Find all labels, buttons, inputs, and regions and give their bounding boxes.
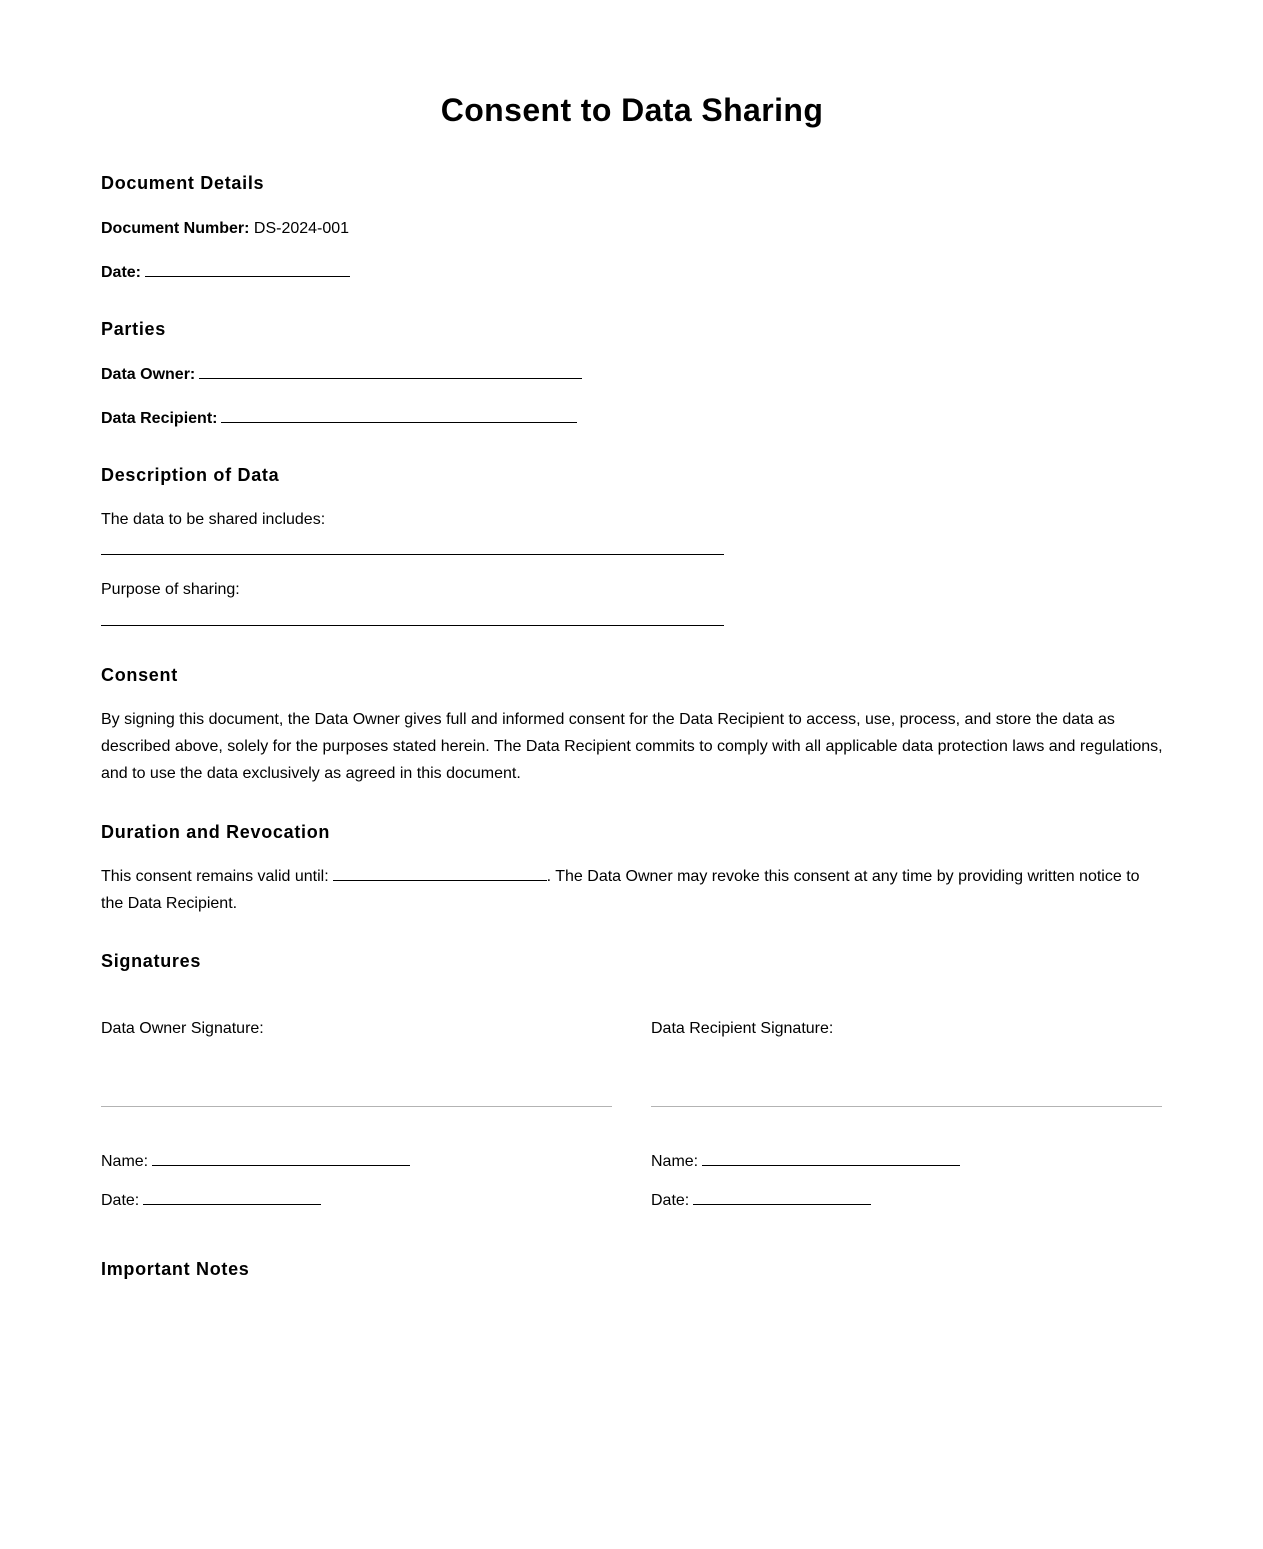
owner-date-label: Date: xyxy=(101,1192,140,1209)
section-heading-signatures: Signatures xyxy=(101,951,202,971)
section-heading-document-details: Document Details xyxy=(101,173,265,193)
owner-signature-label: Data Owner Signature: xyxy=(101,1020,264,1037)
recipient-date-row xyxy=(651,1189,871,1212)
document-date-row xyxy=(101,261,350,284)
purpose-field[interactable] xyxy=(101,625,724,626)
document-date-label: Date: xyxy=(101,264,142,281)
section-heading-consent: Consent xyxy=(101,665,178,685)
recipient-date-field[interactable] xyxy=(693,1189,871,1205)
duration-text-before: This consent remains valid until: xyxy=(101,868,329,885)
data-included-field[interactable] xyxy=(101,554,724,555)
valid-until-field[interactable] xyxy=(333,865,547,881)
page-title: Consent to Data Sharing xyxy=(440,92,824,128)
recipient-name-label: Name: xyxy=(651,1153,699,1170)
recipient-signature-line[interactable] xyxy=(651,1106,1162,1107)
data-owner-row xyxy=(101,363,582,386)
section-heading-duration: Duration and Revocation xyxy=(101,822,331,842)
data-owner-field[interactable] xyxy=(199,363,582,379)
recipient-date-label: Date: xyxy=(651,1192,690,1209)
owner-date-field[interactable] xyxy=(143,1189,321,1205)
owner-date-row xyxy=(101,1189,321,1212)
data-recipient-label: Data Recipient: xyxy=(101,410,218,427)
section-heading-description: Description of Data xyxy=(101,465,280,485)
recipient-signature-label: Data Recipient Signature: xyxy=(651,1020,834,1037)
purpose-label: Purpose of sharing: xyxy=(101,581,240,598)
owner-name-label: Name: xyxy=(101,1153,149,1170)
data-recipient-row xyxy=(101,407,577,430)
recipient-name-row xyxy=(651,1150,960,1173)
section-heading-important-notes: Important Notes xyxy=(101,1259,250,1279)
data-recipient-field[interactable] xyxy=(221,407,577,423)
owner-name-field[interactable] xyxy=(152,1150,410,1166)
owner-name-row xyxy=(101,1150,410,1173)
document-number-row xyxy=(101,218,349,240)
document-date-field[interactable] xyxy=(145,261,350,277)
section-heading-parties: Parties xyxy=(101,319,166,339)
owner-signature-line[interactable] xyxy=(101,1106,612,1107)
data-owner-label: Data Owner: xyxy=(101,366,196,383)
recipient-name-field[interactable] xyxy=(702,1150,960,1166)
document-number-label: Document Number: xyxy=(101,220,250,237)
document-number-value: DS-2024-001 xyxy=(253,220,350,237)
consent-text: By signing this document, the Data Owner gives full and informed consent for the Data Recipient to access, use, process, and store the data as described above, solely for the purposes stated herein. The Data Recipient commits to comply with all applicable data protection laws and regulations, and to use the data exclusively as agreed in this document. xyxy=(101,711,1163,782)
duration-text-after: . The Data Owner may revoke this consent at any time by providing written notice to the Data Recipient. xyxy=(101,868,1140,912)
data-included-label: The data to be shared includes: xyxy=(101,511,326,528)
duration-text xyxy=(101,863,1163,917)
